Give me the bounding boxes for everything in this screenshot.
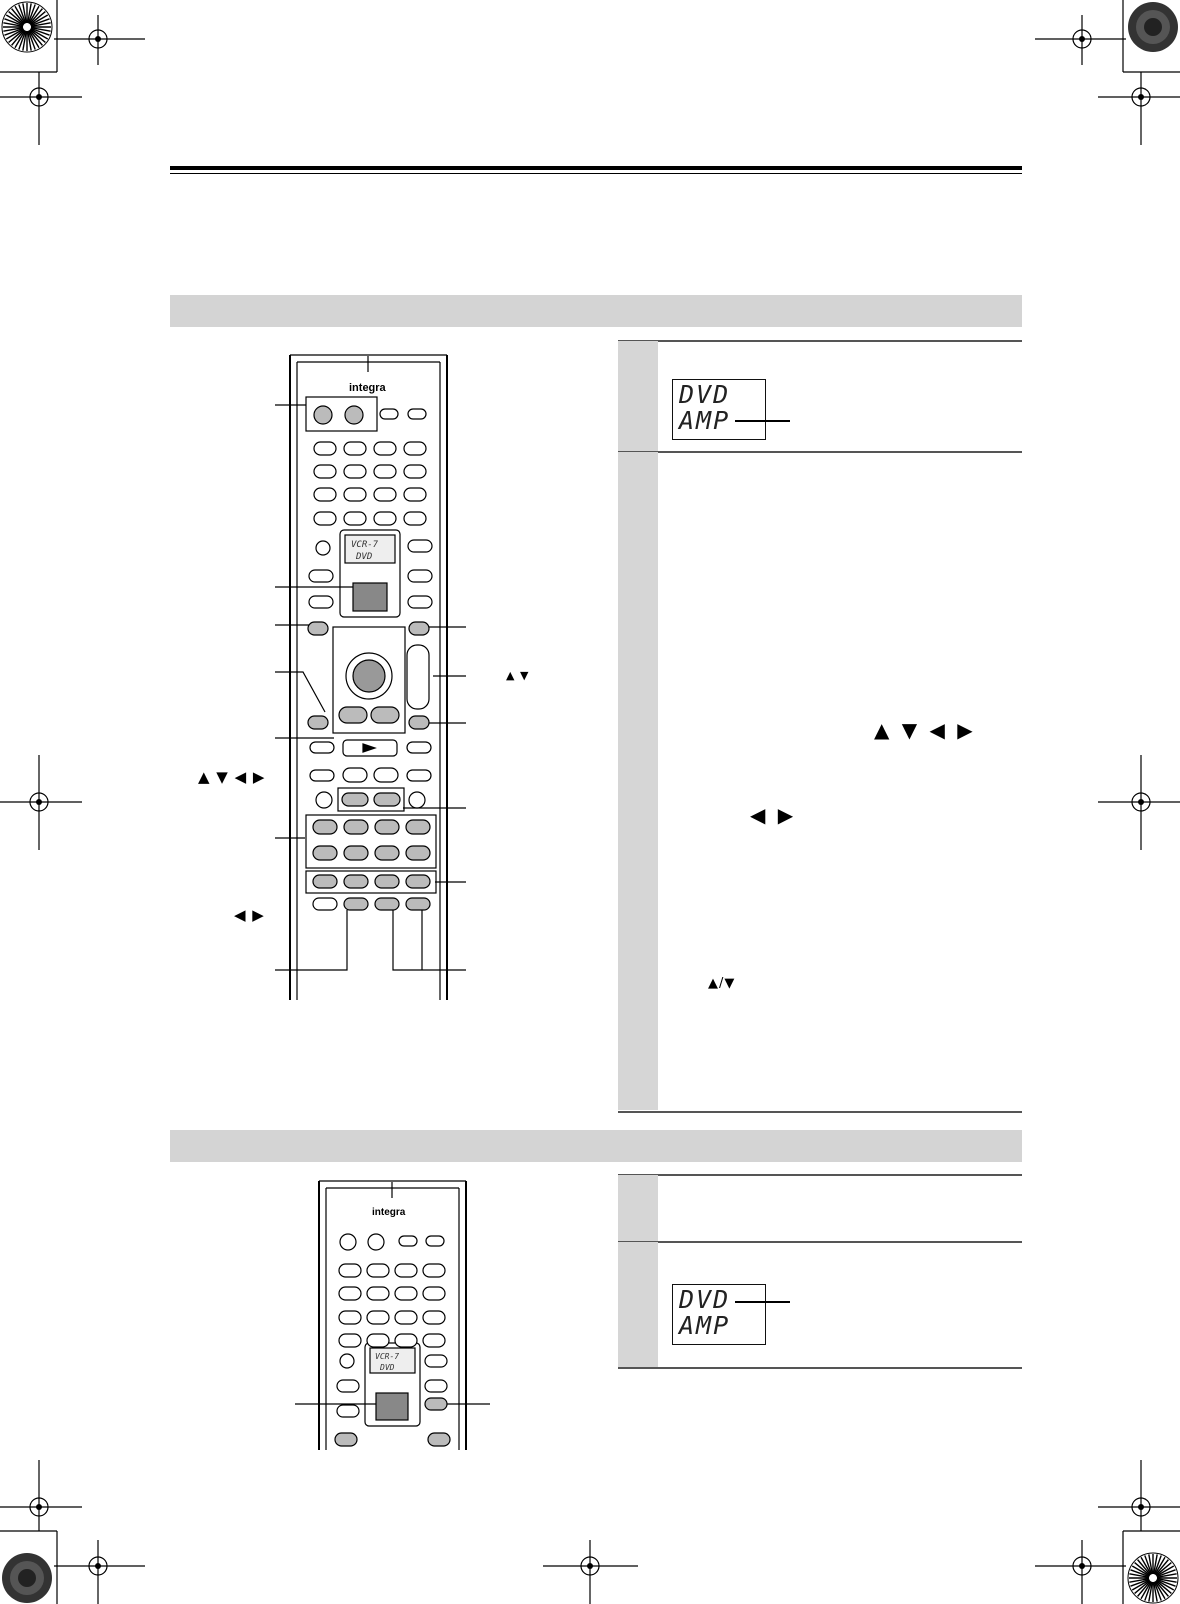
remote-button bbox=[426, 1236, 444, 1246]
remote-button bbox=[337, 1380, 359, 1392]
lcd-line-1: DVD bbox=[679, 380, 731, 409]
brand-logo: integra bbox=[372, 1207, 406, 1218]
remote-button bbox=[339, 1334, 361, 1347]
remote-button bbox=[367, 1287, 389, 1300]
right-updown-arrows: ▲ ▼ bbox=[506, 669, 530, 682]
step2-cursor-arrows: ▲ ▼ ◀ ▶ bbox=[874, 718, 976, 742]
remote-button bbox=[395, 1264, 417, 1277]
remote-button bbox=[423, 1287, 445, 1300]
left-cursor-arrows: ▲ ▼ ◀ ▶ bbox=[198, 768, 266, 786]
svg-text:VCR-7: VCR-7 bbox=[351, 540, 379, 550]
remote-button bbox=[335, 1433, 357, 1446]
remote-button bbox=[425, 1380, 447, 1392]
remote-button bbox=[428, 1433, 450, 1446]
remote-button bbox=[423, 1264, 445, 1277]
lcd-line-1: DVD bbox=[679, 1285, 731, 1314]
remote-button bbox=[425, 1355, 447, 1367]
remote-button bbox=[339, 1264, 361, 1277]
remote-button bbox=[367, 1311, 389, 1324]
remote-button bbox=[339, 1311, 361, 1324]
brand-logo: integra bbox=[349, 382, 386, 394]
remote-button bbox=[395, 1287, 417, 1300]
remote-button bbox=[423, 1311, 445, 1324]
remote-button bbox=[368, 1234, 384, 1250]
svg-text:DVD: DVD bbox=[356, 552, 373, 562]
remote-button bbox=[395, 1311, 417, 1324]
lcd-line-2: AMP bbox=[679, 1311, 731, 1340]
svg-text:DVD: DVD bbox=[380, 1363, 395, 1372]
lcd-line-2: AMP bbox=[679, 406, 731, 435]
remote-button bbox=[395, 1334, 417, 1347]
remote-button bbox=[423, 1334, 445, 1347]
remote-button bbox=[340, 1234, 356, 1250]
remote-button bbox=[367, 1334, 389, 1347]
remote-button bbox=[337, 1405, 359, 1417]
left-lr-arrows: ◀ ▶ bbox=[234, 906, 265, 924]
remote-button bbox=[425, 1398, 447, 1410]
remote-button bbox=[367, 1264, 389, 1277]
remote-button bbox=[339, 1287, 361, 1300]
svg-text:VCR-7: VCR-7 bbox=[375, 1352, 400, 1361]
step2-lr-arrows: ◀ ▶ bbox=[750, 803, 797, 827]
remote-button bbox=[399, 1236, 417, 1246]
step2-updown-arrows: ▲/▼ bbox=[708, 976, 736, 991]
remote-button bbox=[340, 1354, 354, 1368]
